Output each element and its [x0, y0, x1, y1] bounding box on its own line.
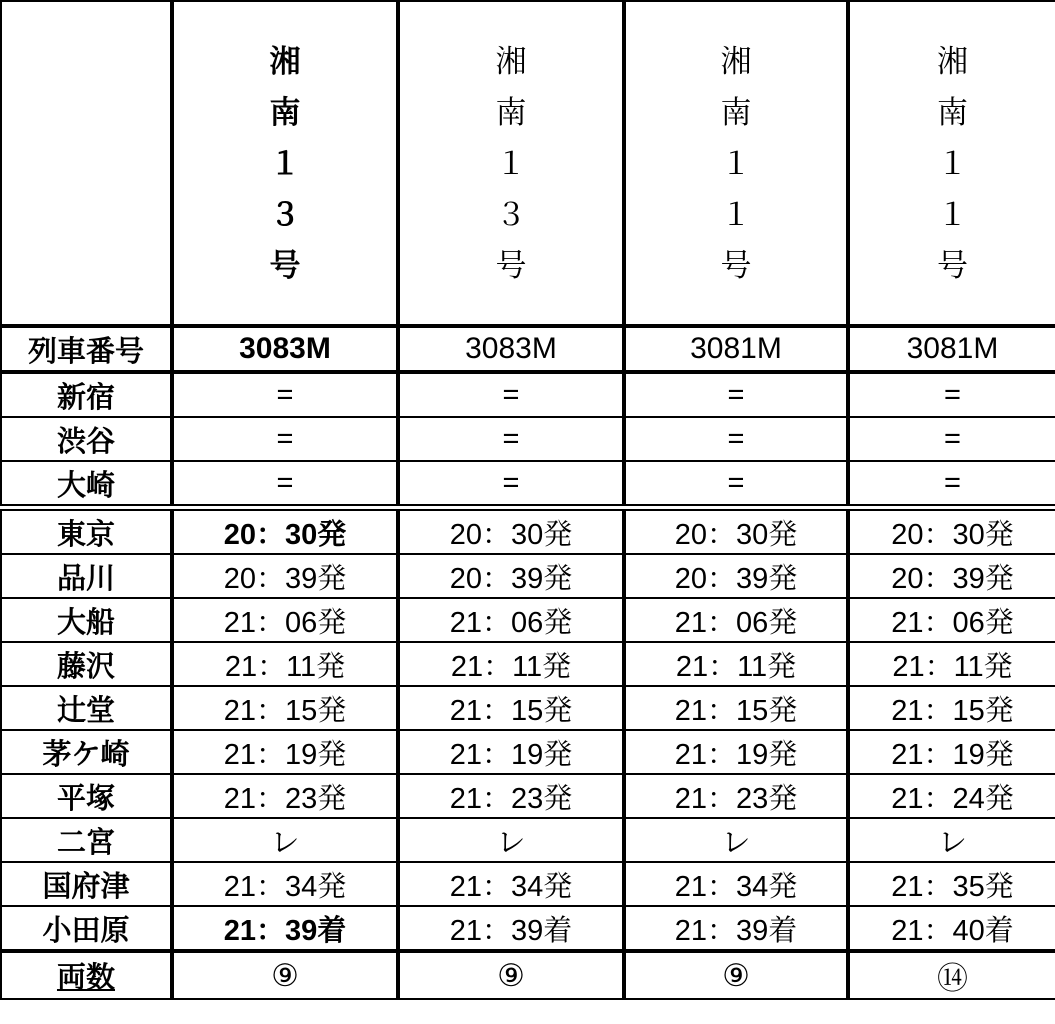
- time-cell: 20：30発: [172, 508, 398, 555]
- station-label: 平塚: [1, 774, 172, 818]
- time-cell: =: [624, 461, 848, 508]
- time-cell: 20：39発: [172, 554, 398, 598]
- time-cell: 21：19発: [398, 730, 624, 774]
- station-label: 渋谷: [1, 417, 172, 461]
- time-cell: =: [172, 372, 398, 417]
- station-label: 二宮: [1, 818, 172, 862]
- time-cell: 20：39発: [398, 554, 624, 598]
- time-cell: 21：06発: [624, 598, 848, 642]
- train-name-header: [172, 1, 398, 326]
- train-number-row: [1, 326, 1055, 372]
- train-name-header: [398, 1, 624, 326]
- row-label: [1, 951, 172, 999]
- car-count-label: 両数: [56, 962, 115, 994]
- train-number-cell: 3081M: [624, 326, 848, 372]
- time-cell: 21：15発: [172, 686, 398, 730]
- time-cell: 21：11発: [172, 642, 398, 686]
- corner-cell: [1, 1, 172, 326]
- station-label: 国府津: [1, 862, 172, 906]
- train-name: 湘 南 １ １ 号: [720, 43, 752, 283]
- station-row: [1, 642, 1055, 686]
- time-cell: =: [398, 372, 624, 417]
- pass-cell: レ: [398, 818, 624, 862]
- station-label: 大船: [1, 598, 172, 642]
- time-cell: 21：34発: [624, 862, 848, 906]
- time-cell: 20：39発: [624, 554, 848, 598]
- station-row: [1, 461, 1055, 508]
- train-name: 湘 南 １ ３ 号: [269, 43, 301, 283]
- time-cell: =: [848, 417, 1055, 461]
- pass-cell: レ: [848, 818, 1055, 862]
- time-cell: 20：30発: [624, 508, 848, 555]
- time-cell: 21：11発: [624, 642, 848, 686]
- station-label: 東京: [1, 508, 172, 555]
- train-name: 湘 南 １ ３ 号: [495, 43, 527, 283]
- time-cell: 21：11発: [848, 642, 1055, 686]
- header-row: [1, 1, 1055, 326]
- time-cell: 21：24発: [848, 774, 1055, 818]
- time-cell: 21：19発: [624, 730, 848, 774]
- time-cell: 21：15発: [624, 686, 848, 730]
- time-cell: =: [398, 417, 624, 461]
- pass-cell: レ: [624, 818, 848, 862]
- time-cell: 21：15発: [398, 686, 624, 730]
- station-label: 辻堂: [1, 686, 172, 730]
- time-cell: 21：39着: [172, 906, 398, 951]
- time-cell: 21：06発: [172, 598, 398, 642]
- car-count-cell: ⑨: [172, 951, 398, 999]
- time-cell: =: [172, 417, 398, 461]
- time-cell: 21：34発: [398, 862, 624, 906]
- time-cell: 21：23発: [172, 774, 398, 818]
- row-label: 列車番号: [1, 326, 172, 372]
- time-cell: =: [398, 461, 624, 508]
- time-cell: =: [624, 417, 848, 461]
- station-label: 品川: [1, 554, 172, 598]
- time-cell: 20：30発: [398, 508, 624, 555]
- station-row: [1, 774, 1055, 818]
- car-count-cell: ⑭: [848, 951, 1055, 999]
- train-name-header: [624, 1, 848, 326]
- station-label: 茅ケ崎: [1, 730, 172, 774]
- station-label: 藤沢: [1, 642, 172, 686]
- time-cell: 21：15発: [848, 686, 1055, 730]
- station-row: [1, 417, 1055, 461]
- train-number-cell: 3083M: [398, 326, 624, 372]
- time-cell: 21：23発: [624, 774, 848, 818]
- time-cell: 21：06発: [848, 598, 1055, 642]
- train-number-cell: 3081M: [848, 326, 1055, 372]
- car-count-cell: ⑨: [624, 951, 848, 999]
- time-cell: 21：39着: [398, 906, 624, 951]
- station-label: 大崎: [1, 461, 172, 508]
- train-name-header: [848, 1, 1055, 326]
- time-cell: 20：39発: [848, 554, 1055, 598]
- time-cell: 21：23発: [398, 774, 624, 818]
- station-row: [1, 508, 1055, 555]
- time-cell: 21：11発: [398, 642, 624, 686]
- station-row: [1, 862, 1055, 906]
- station-row: [1, 598, 1055, 642]
- station-row: [1, 554, 1055, 598]
- time-cell: 21：19発: [848, 730, 1055, 774]
- time-cell: =: [848, 461, 1055, 508]
- station-row: [1, 686, 1055, 730]
- time-cell: 21：40着: [848, 906, 1055, 951]
- station-label: 小田原: [1, 906, 172, 951]
- station-row: [1, 906, 1055, 951]
- train-name: 湘 南 １ １ 号: [937, 43, 968, 283]
- time-cell: =: [848, 372, 1055, 417]
- time-cell: 20：30発: [848, 508, 1055, 555]
- time-cell: 21：39着: [624, 906, 848, 951]
- time-cell: 21：19発: [172, 730, 398, 774]
- time-cell: =: [624, 372, 848, 417]
- train-number-cell: 3083M: [172, 326, 398, 372]
- time-cell: 21：34発: [172, 862, 398, 906]
- time-cell: 21：35発: [848, 862, 1055, 906]
- station-label: 新宿: [1, 372, 172, 417]
- station-row: [1, 730, 1055, 774]
- car-count-cell: ⑨: [398, 951, 624, 999]
- time-cell: =: [172, 461, 398, 508]
- pass-cell: レ: [172, 818, 398, 862]
- car-count-row: [1, 951, 1055, 999]
- station-row: [1, 372, 1055, 417]
- station-row: [1, 818, 1055, 862]
- time-cell: 21：06発: [398, 598, 624, 642]
